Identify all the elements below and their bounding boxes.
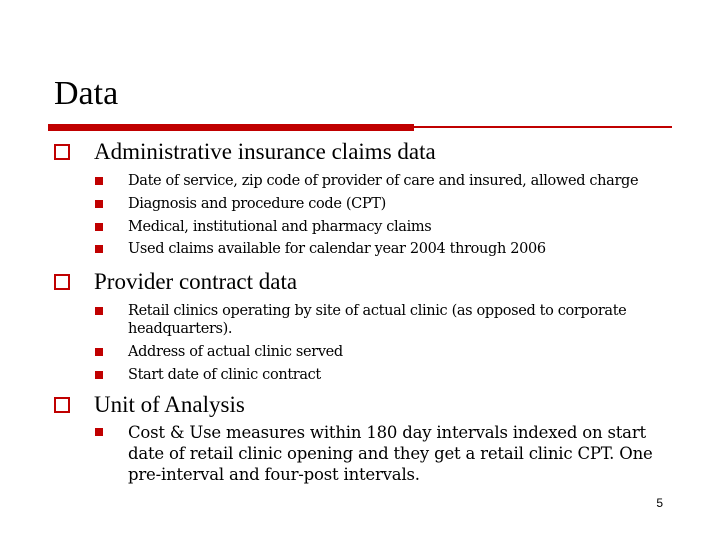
square-bullet-icon xyxy=(95,223,103,231)
list-item: Diagnosis and procedure code (CPT) xyxy=(128,196,386,212)
square-bullet-icon xyxy=(95,200,103,208)
hollow-square-bullet-icon xyxy=(54,274,70,290)
title-rule-thin xyxy=(414,126,672,128)
section-heading-claims: Administrative insurance claims data xyxy=(94,139,436,164)
section-heading-unit: Unit of Analysis xyxy=(94,392,245,417)
square-bullet-icon xyxy=(95,428,103,436)
square-bullet-icon xyxy=(95,371,103,379)
list-item: Cost & Use measures within 180 day intervals indexed on start date of retail clinic opening and they get a retail clinic CPT. One pre-interval and four-post intervals. xyxy=(128,423,653,484)
list-item: Date of service, zip code of provider of care and insured, allowed charge xyxy=(128,173,639,189)
hollow-square-bullet-icon xyxy=(54,397,70,413)
list-item: Start date of clinic contract xyxy=(128,367,321,383)
list-item: Retail clinics operating by site of actual clinic (as opposed to corporate headquarters). xyxy=(128,303,627,337)
square-bullet-icon xyxy=(95,348,103,356)
list-item: Address of actual clinic served xyxy=(128,344,343,360)
square-bullet-icon xyxy=(95,177,103,185)
title-rule-thick xyxy=(48,124,414,131)
hollow-square-bullet-icon xyxy=(54,144,70,160)
list-item: Used claims available for calendar year 2004 through 2006 xyxy=(128,241,546,257)
page-number: 5 xyxy=(656,496,663,510)
square-bullet-icon xyxy=(95,307,103,315)
square-bullet-icon xyxy=(95,245,103,253)
slide-title: Data xyxy=(54,75,119,112)
section-heading-provider: Provider contract data xyxy=(94,269,298,294)
list-item: Medical, institutional and pharmacy claims xyxy=(128,219,432,235)
